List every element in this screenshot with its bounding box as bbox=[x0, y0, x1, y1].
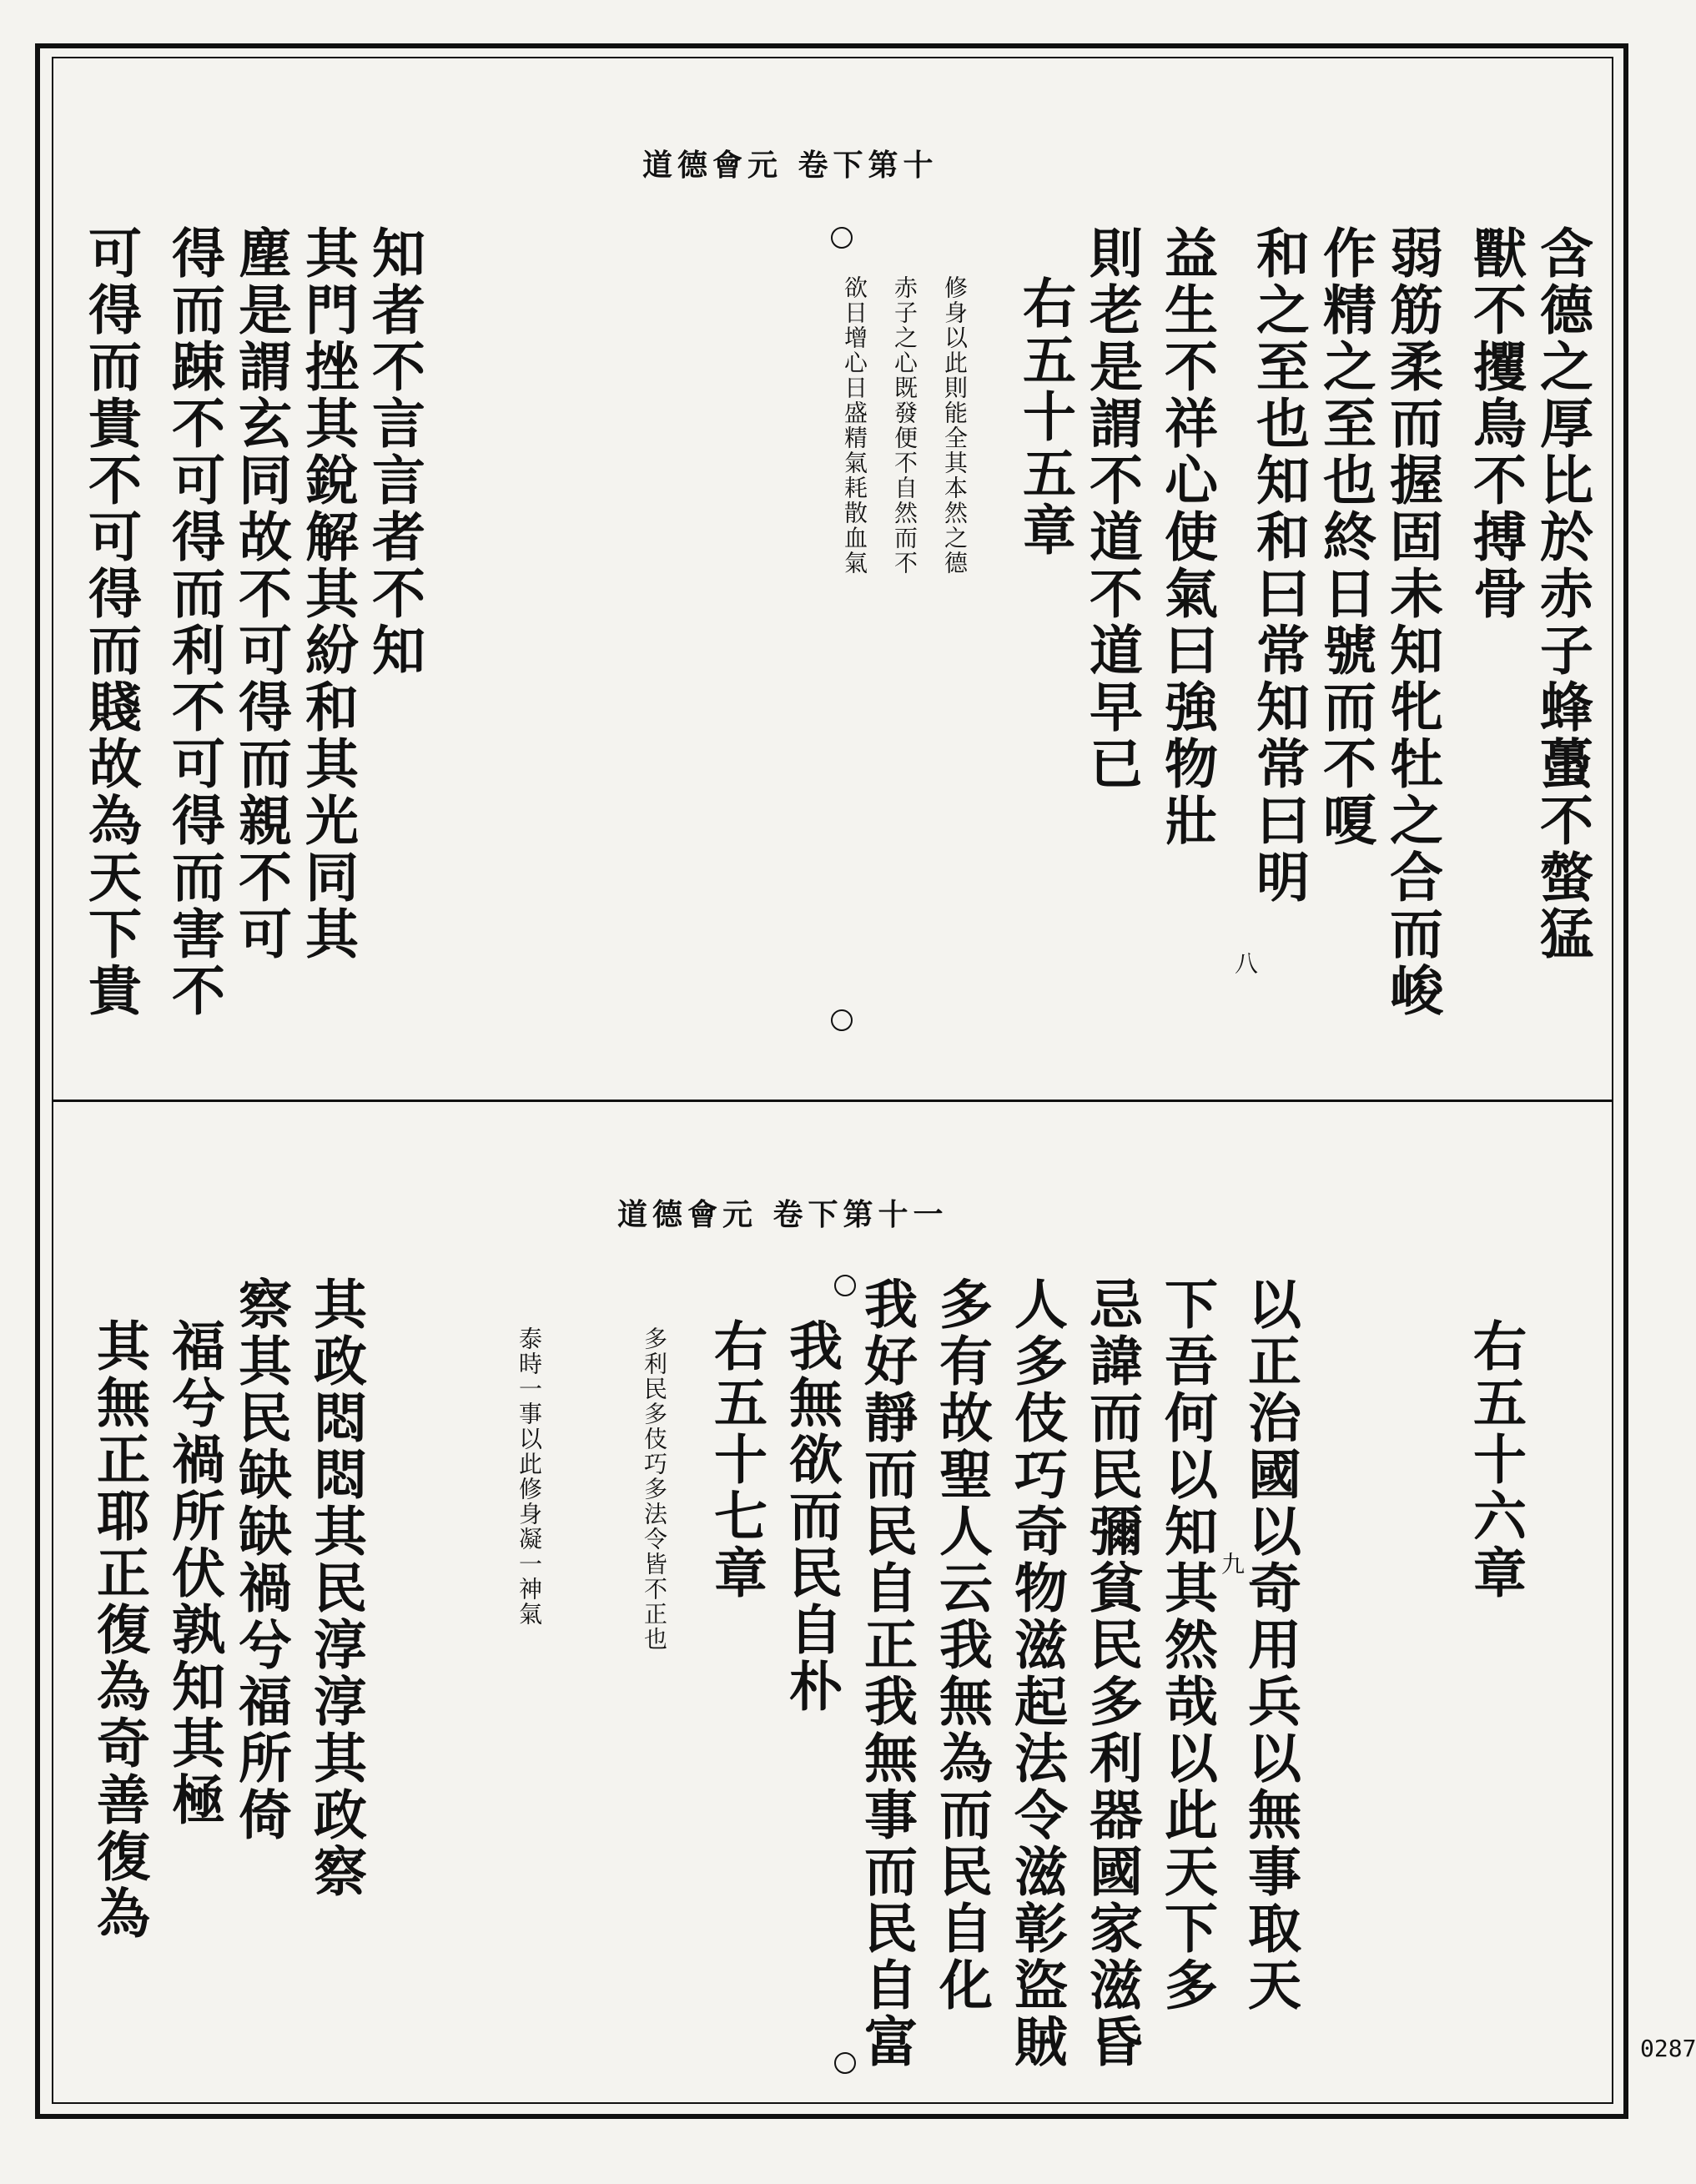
bottom-page-header: 道德會元 卷下第十一 bbox=[617, 1197, 949, 1232]
text-column: 益生不祥心使氣曰強物壯 bbox=[1155, 225, 1218, 849]
commentary-column: 修身以此則能全其本然之德 bbox=[941, 275, 969, 576]
text-column: 塵是謂玄同故不可得而親不可 bbox=[229, 225, 292, 963]
circle-marker bbox=[831, 1009, 853, 1031]
text-column: 福兮禍所伏孰知其極 bbox=[163, 1318, 225, 1829]
text-column: 含德之厚比於赤子蜂蠆不螫猛 bbox=[1531, 225, 1593, 963]
circle-marker bbox=[831, 227, 853, 249]
text-column: 和之至也知和曰常知常曰明 bbox=[1247, 225, 1310, 906]
text-column: 其門挫其銳解其紛和其光同其 bbox=[296, 225, 359, 963]
top-page-header: 道德會元 卷下第十 bbox=[642, 148, 939, 183]
commentary-column: 多利民多伎巧多法令皆不正也 bbox=[641, 1326, 668, 1652]
text-column: 我無欲而民自朴 bbox=[780, 1318, 843, 1715]
text-column: 其政悶悶其民淳淳其政察 bbox=[304, 1276, 367, 1900]
text-column: 右五十七章 bbox=[705, 1318, 767, 1602]
text-column: 則老是謂不道不道早已 bbox=[1080, 225, 1143, 793]
text-column: 察其民缺缺禍兮福所倚 bbox=[229, 1276, 292, 1844]
commentary-column: 赤子之心既發便不自然而不 bbox=[891, 275, 918, 576]
page-number: 0287 bbox=[1640, 2035, 1696, 2062]
page-marker: 九 bbox=[1218, 1552, 1246, 1577]
text-column: 知者不言言者不知 bbox=[363, 225, 425, 679]
text-column: 忌諱而民彌貧民多利器國家滋昏 bbox=[1080, 1276, 1143, 2071]
text-column: 右五十五章 bbox=[1014, 275, 1076, 559]
text-column: 獸不攫鳥不搏骨 bbox=[1464, 225, 1527, 622]
text-column: 下吾何以知其然哉以此天下多 bbox=[1155, 1276, 1218, 2014]
text-column: 人多伎巧奇物滋起法令滋彰盜賊 bbox=[1005, 1276, 1068, 2071]
page-divider bbox=[52, 1100, 1613, 1102]
text-column: 以正治國以奇用兵以無事取天 bbox=[1239, 1276, 1301, 2014]
text-column: 多有故聖人云我無為而民自化 bbox=[930, 1276, 993, 2014]
page-marker: 八 bbox=[1231, 951, 1259, 976]
text-column: 其無正耶正復為奇善復為 bbox=[88, 1318, 150, 1942]
text-column: 我好靜而民自正我無事而民自富 bbox=[855, 1276, 918, 2071]
circle-marker bbox=[834, 2052, 856, 2074]
text-column: 右五十六章 bbox=[1464, 1318, 1527, 1602]
commentary-column: 泰時一事以此修身凝一神氣 bbox=[516, 1326, 543, 1627]
commentary-column: 欲日增心日盛精氣耗散血氣 bbox=[841, 275, 868, 576]
text-column: 弱筋柔而握固未知牝牡之合而峻 bbox=[1381, 225, 1443, 1019]
circle-marker bbox=[834, 1275, 856, 1296]
text-column: 得而踈不可得而利不可得而害不 bbox=[163, 225, 225, 1019]
text-column: 可得而貴不可得而賤故為天下貴 bbox=[79, 225, 142, 1019]
text-column: 作精之至也終日號而不嗄 bbox=[1314, 225, 1376, 849]
